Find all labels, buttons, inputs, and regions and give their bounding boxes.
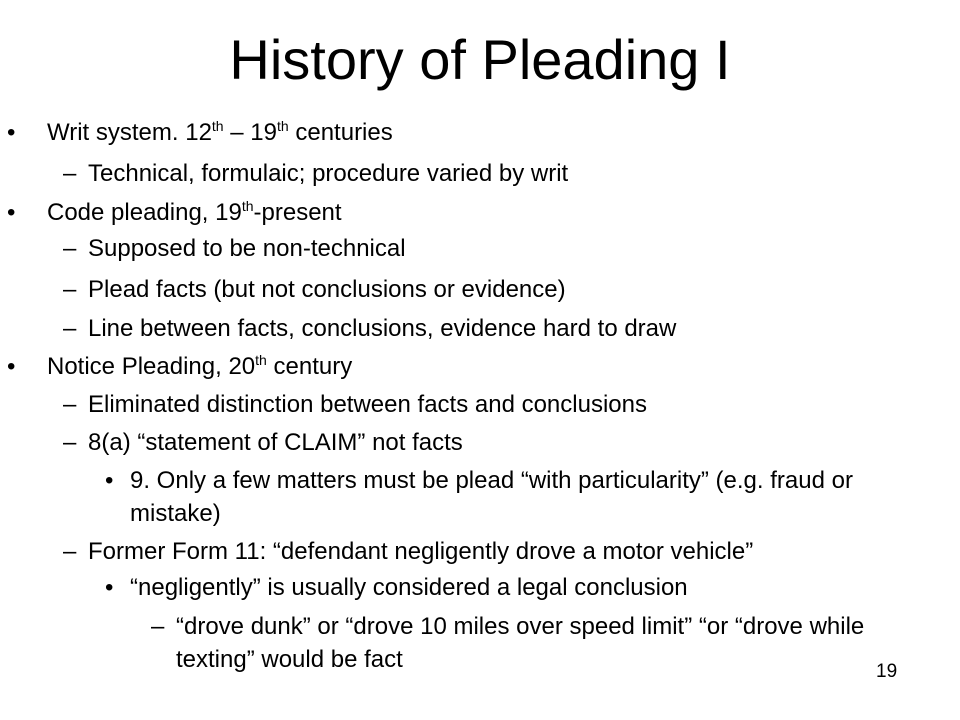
sub-dash-drove — [151, 610, 946, 676]
bullet-text: Writ system. 12 — [47, 119, 212, 146]
sub-item-text: Line between facts, conclusions, evidence hard to draw — [88, 315, 677, 342]
slide-title: History of Pleading I — [229, 28, 731, 91]
dash-marker: – — [63, 160, 77, 187]
bullet-marker: • — [105, 574, 114, 601]
dash-marker: – — [63, 429, 77, 456]
sub-bullet-negligently — [105, 571, 688, 604]
sub-bullet-text: 9. Only a few matters must be plead “with particularity” (e.g. fraud or mistake) — [130, 467, 853, 527]
bullet-marker: • — [7, 199, 16, 226]
sub-item-text: Supposed to be non-technical — [88, 235, 406, 262]
sub-bullet-text: “negligently” is usually considered a legal conclusion — [130, 574, 688, 601]
sub-item-text: Technical, formulaic; procedure varied by writ — [88, 160, 569, 187]
bullet-code-pleading — [7, 196, 342, 229]
sub-item-text: Former Form 11: “defendant negligently drove a motor vehicle” — [88, 538, 754, 565]
bullet-text: century — [266, 353, 353, 380]
sub-item-line-between — [63, 312, 677, 345]
superscript: th — [211, 118, 224, 134]
dash-marker: – — [63, 391, 77, 418]
sub-item-plead-facts — [63, 273, 566, 306]
bullet-marker: • — [7, 353, 16, 380]
sub-bullet-particularity — [105, 464, 945, 530]
dash-marker: – — [63, 276, 77, 303]
sub-item-eliminated — [63, 388, 647, 421]
dash-marker: – — [63, 235, 77, 262]
sub-item-technical — [63, 157, 569, 190]
sub-item-text: 8(a) “statement of CLAIM” not facts — [88, 429, 463, 456]
bullet-marker: • — [105, 467, 114, 494]
bullet-text: centuries — [288, 119, 393, 146]
sub-item-text: Eliminated distinction between facts and conclusions — [88, 391, 647, 418]
sub-item-non-technical — [63, 232, 406, 265]
sub-item-form-11 — [63, 535, 754, 568]
bullet-writ-system — [7, 116, 393, 149]
sub-item-8a — [63, 426, 463, 459]
bullet-text: – 19 — [223, 119, 277, 146]
sub-dash-text: “drove dunk” or “drove 10 miles over speed limit” “or “drove while texting” would be fact — [176, 613, 865, 673]
bullet-text: Notice Pleading, 20 — [47, 353, 256, 380]
bullet-marker: • — [7, 119, 16, 146]
sub-item-text: Plead facts (but not conclusions or evidence) — [88, 276, 566, 303]
superscript: th — [241, 198, 254, 214]
page-number: 19 — [876, 661, 898, 682]
dash-marker: – — [151, 613, 165, 640]
dash-marker: – — [63, 538, 77, 565]
superscript: th — [277, 118, 289, 134]
superscript: th — [255, 352, 267, 368]
bullet-notice-pleading — [7, 350, 353, 383]
bullet-text: Code pleading, 19 — [47, 199, 242, 226]
bullet-text: -present — [253, 199, 342, 226]
dash-marker: – — [63, 315, 77, 342]
